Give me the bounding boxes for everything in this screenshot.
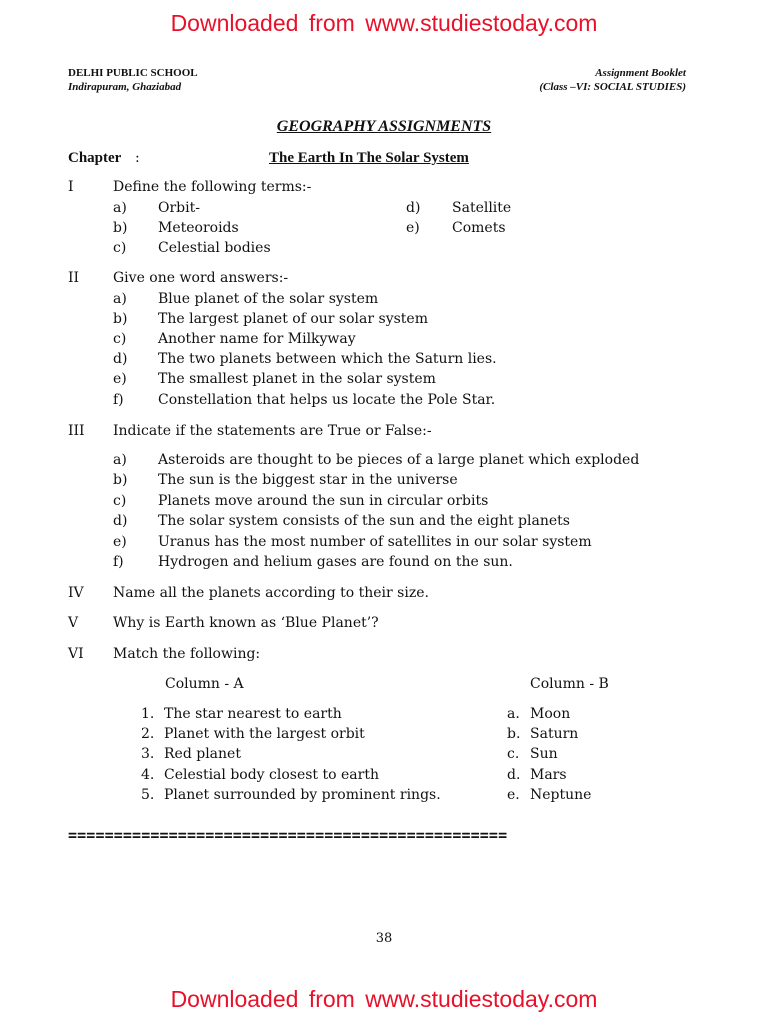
section-number: VI [68, 646, 84, 662]
item-text: Hydrogen and helium gases are found on the sun. [158, 554, 513, 570]
class-info: (Class –VI: SOCIAL STUDIES) [539, 81, 686, 93]
item-label: f) [113, 554, 124, 570]
divider-rule: ================================================ [68, 826, 508, 844]
section-prompt: Match the following: [113, 646, 261, 662]
item-text: Satellite [452, 200, 512, 216]
chapter-label: Chapter [68, 150, 122, 166]
item-label: b) [113, 472, 128, 488]
item-label: c) [113, 493, 127, 509]
item-label: d) [113, 513, 128, 529]
booklet-label: Assignment Booklet [595, 67, 686, 79]
match-item-b: Sun [530, 746, 558, 762]
match-item-b: Neptune [530, 787, 592, 803]
section-prompt: Indicate if the statements are True or False:- [113, 423, 432, 439]
match-letter: d. [507, 767, 521, 783]
item-label: f) [113, 392, 124, 408]
match-item-a: Red planet [164, 746, 241, 762]
match-letter: c. [507, 746, 520, 762]
item-text: The solar system consists of the sun and the eight planets [158, 513, 570, 529]
section-prompt: Define the following terms:- [113, 179, 312, 195]
section-number: III [68, 423, 85, 439]
item-text: Celestial bodies [158, 240, 271, 256]
match-number: 2. [141, 726, 155, 742]
item-text: The smallest planet in the solar system [158, 371, 436, 387]
match-item-a: Planet with the largest orbit [164, 726, 365, 742]
item-text: Asteroids are thought to be pieces of a large planet which exploded [158, 452, 640, 468]
item-text: The largest planet of our solar system [158, 311, 428, 327]
match-item-b: Moon [530, 706, 571, 722]
page-number: 38 [375, 931, 393, 946]
item-text: Planets move around the sun in circular orbits [158, 493, 489, 509]
section-prompt: Give one word answers:- [113, 270, 289, 286]
item-text: Meteoroids [158, 220, 239, 236]
chapter-name: The Earth In The Solar System [269, 150, 469, 166]
item-text: The sun is the biggest star in the universe [158, 472, 458, 488]
item-text: Blue planet of the solar system [158, 291, 379, 307]
match-item-a: Planet surrounded by prominent rings. [164, 787, 441, 803]
match-number: 3. [141, 746, 155, 762]
match-letter: e. [507, 787, 520, 803]
item-text: Comets [452, 220, 506, 236]
section-prompt: Name all the planets according to their size. [113, 585, 429, 601]
item-text: Uranus has the most number of satellites in our solar system [158, 534, 592, 550]
column-a-header: Column - A [165, 676, 244, 692]
item-label: d) [113, 351, 128, 367]
match-item-a: Celestial body closest to earth [164, 767, 379, 783]
section-prompt: Why is Earth known as ‘Blue Planet’? [113, 615, 379, 631]
match-item-a: The star nearest to earth [164, 706, 342, 722]
item-text: Constellation that helps us locate the Pole Star. [158, 392, 496, 408]
item-label: a) [113, 200, 127, 216]
match-letter: a. [507, 706, 520, 722]
section-number: I [68, 179, 74, 195]
item-label: e) [113, 534, 127, 550]
item-label: a) [113, 452, 127, 468]
section-number: V [68, 615, 79, 631]
school-name: DELHI PUBLIC SCHOOL [68, 67, 198, 79]
match-item-b: Mars [530, 767, 567, 783]
section-number: IV [68, 585, 84, 601]
item-text: Another name for Milkyway [158, 331, 356, 347]
item-label: d) [406, 200, 421, 216]
item-label: b) [113, 311, 128, 327]
match-number: 5. [141, 787, 155, 803]
page-title: GEOGRAPHY ASSIGNMENTS [276, 118, 492, 135]
item-label: e) [113, 371, 127, 387]
item-text: Orbit- [158, 200, 200, 216]
match-item-b: Saturn [530, 726, 579, 742]
chapter-separator: : [135, 150, 140, 166]
item-text: The two planets between which the Saturn lies. [158, 351, 497, 367]
column-b-header: Column - B [530, 676, 609, 692]
school-location: Indirapuram, Ghaziabad [68, 81, 182, 93]
match-letter: b. [507, 726, 521, 742]
match-number: 4. [141, 767, 155, 783]
item-label: c) [113, 331, 127, 347]
item-label: c) [113, 240, 127, 256]
download-banner-bottom: Downloaded from www.studiestoday.com [170, 986, 598, 1012]
section-number: II [68, 270, 80, 286]
item-label: b) [113, 220, 128, 236]
match-number: 1. [141, 706, 155, 722]
item-label: a) [113, 291, 127, 307]
item-label: e) [406, 220, 420, 236]
download-banner-top: Downloaded from www.studiestoday.com [170, 10, 598, 36]
